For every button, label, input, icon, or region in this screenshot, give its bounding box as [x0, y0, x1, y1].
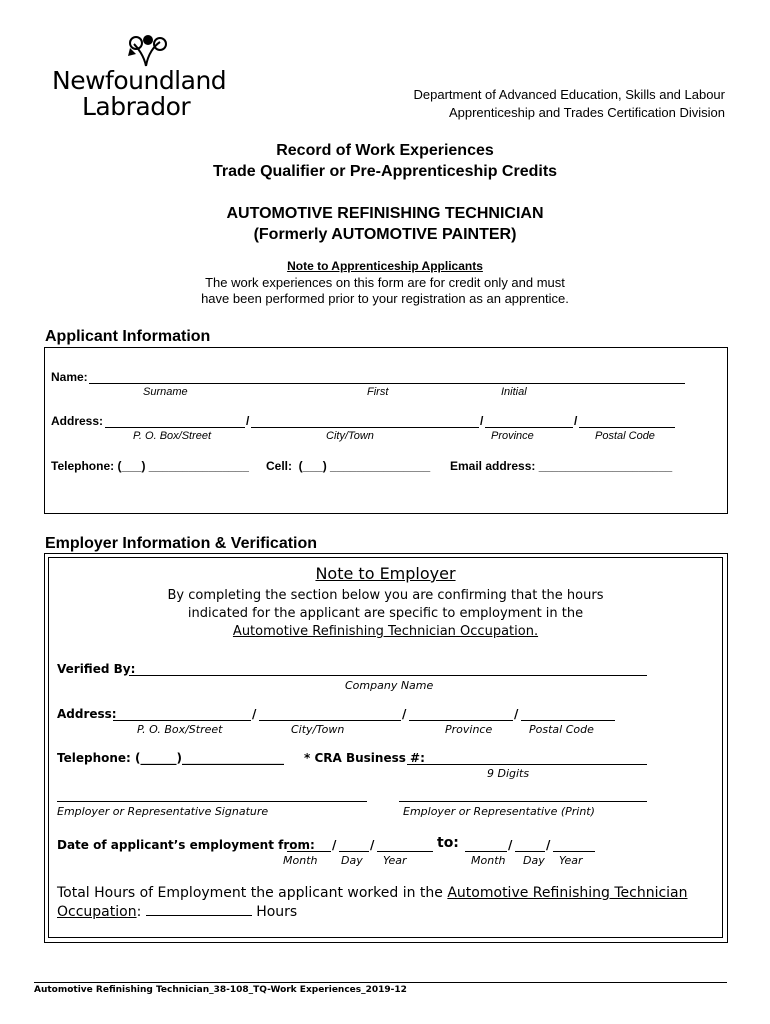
pitcher-plant-icon: [124, 34, 172, 68]
department-block: [414, 86, 725, 122]
from-sep-2: /: [370, 838, 375, 852]
cra-business-label: * CRA Business #:: [304, 751, 425, 765]
telephone-field[interactable]: Telephone: (___) _______________: [51, 459, 249, 473]
province-caption: Province: [491, 430, 534, 442]
employer-address-sep-3: /: [514, 707, 519, 721]
po-box-caption: P. O. Box/Street: [133, 430, 212, 442]
footer-rule: [34, 982, 727, 983]
employer-city-caption: City/Town: [291, 723, 345, 736]
to-month-caption: Month: [471, 854, 506, 867]
cra-business-field[interactable]: [407, 764, 647, 765]
employer-address-label: Address:: [57, 707, 117, 721]
applicant-info-box: [44, 347, 728, 514]
trade-former-name: (Formerly AUTOMOTIVE PAINTER): [253, 226, 517, 243]
to-sep-1: /: [508, 838, 513, 852]
logo-line1: Newfoundland: [52, 66, 227, 95]
total-hours-suffix: Hours: [256, 904, 298, 920]
address-city-field[interactable]: [251, 427, 479, 428]
print-caption: Employer or Representative (Print): [403, 805, 595, 818]
applicant-note-heading: Note to Apprenticeship Applicants: [287, 259, 483, 273]
email-field[interactable]: Email address: ____________________: [450, 459, 673, 473]
first-caption: First: [367, 386, 389, 398]
surname-caption: Surname: [143, 386, 188, 398]
total-hours-field[interactable]: [146, 915, 252, 916]
employer-note-line3: Automotive Refinishing Technician Occupation.: [232, 624, 539, 639]
address-label: Address:: [51, 414, 104, 428]
company-name-field[interactable]: [129, 675, 647, 676]
from-month-caption: Month: [283, 854, 318, 867]
employer-inner-box: [48, 557, 723, 938]
employer-telephone-field[interactable]: Telephone: (______)_________________: [57, 751, 284, 765]
applicant-note-line2: have been performed prior to your registration as an apprentice.: [201, 291, 569, 306]
employer-note-heading: Note to Employer: [315, 564, 456, 583]
applicant-note-line1: The work experiences on this form are for credit only and must: [205, 275, 565, 290]
employer-address-sep-1: /: [252, 707, 257, 721]
footer-document-id: Automotive Refinishing Technician_38-108_TQ-Work Experiences_2019-12: [34, 985, 407, 995]
form-title: Record of Work Experiences: [276, 142, 494, 159]
nl-logo: [52, 34, 232, 126]
cell-field[interactable]: Cell: (___) _______________: [266, 459, 431, 473]
from-day-caption: Day: [341, 854, 363, 867]
from-year-caption: Year: [383, 854, 407, 867]
signature-caption: Employer or Representative Signature: [57, 805, 269, 818]
to-label: to:: [437, 835, 459, 851]
name-label: Name:: [51, 370, 88, 384]
employer-postal-field[interactable]: [521, 720, 615, 721]
applicant-section-title: Applicant Information: [45, 328, 211, 345]
employment-date-label: Date of applicant’s employment from:: [57, 838, 315, 852]
from-month-field[interactable]: [287, 851, 331, 852]
name-field[interactable]: [89, 383, 685, 384]
employer-po-box-caption: P. O. Box/Street: [137, 723, 223, 736]
postal-caption: Postal Code: [595, 430, 655, 442]
employer-province-caption: Province: [445, 723, 493, 736]
to-day-field[interactable]: [515, 851, 545, 852]
employer-postal-caption: Postal Code: [529, 723, 594, 736]
to-day-caption: Day: [523, 854, 545, 867]
total-hours-occupation-word: Occupation: [57, 904, 137, 920]
total-hours-statement: [57, 884, 717, 922]
from-sep-1: /: [332, 838, 337, 852]
to-sep-2: /: [546, 838, 551, 852]
address-postal-field[interactable]: [579, 427, 675, 428]
department-name: Department of Advanced Education, Skills and Labour: [413, 87, 725, 102]
employer-outer-box: [44, 553, 728, 943]
employer-address-sep-2: /: [402, 707, 407, 721]
logo-line2: Labrador: [82, 92, 191, 121]
from-day-field[interactable]: [339, 851, 369, 852]
from-year-field[interactable]: [377, 851, 433, 852]
employer-note-line2: indicated for the applicant are specific to employment in the: [187, 606, 584, 621]
nine-digits-caption: 9 Digits: [487, 767, 530, 780]
to-year-caption: Year: [559, 854, 583, 867]
to-year-field[interactable]: [553, 851, 595, 852]
address-separator-1: /: [246, 414, 250, 428]
total-hours-colon: :: [136, 904, 142, 920]
address-separator-2: /: [480, 414, 484, 428]
address-province-field[interactable]: [485, 427, 573, 428]
total-hours-prefix: Total Hours of Employment the applicant worked in the: [57, 885, 443, 901]
employer-city-field[interactable]: [259, 720, 401, 721]
total-hours-occupation: Automotive Refinishing Technician: [447, 885, 688, 901]
employer-note-line1: By completing the section below you are confirming that the hours: [167, 588, 604, 603]
employer-street-field[interactable]: [113, 720, 251, 721]
city-caption: City/Town: [326, 430, 374, 442]
to-month-field[interactable]: [465, 851, 507, 852]
verified-by-label: Verified By:: [57, 662, 136, 676]
representative-print-field[interactable]: [399, 801, 647, 802]
address-street-field[interactable]: [105, 427, 245, 428]
employer-section-title: Employer Information & Verification: [45, 535, 318, 552]
signature-field[interactable]: [57, 801, 367, 802]
company-name-caption: Company Name: [345, 679, 434, 692]
form-subtitle: Trade Qualifier or Pre-Apprenticeship Credits: [212, 163, 558, 180]
address-separator-3: /: [574, 414, 578, 428]
trade-name: AUTOMOTIVE REFINISHING TECHNICIAN: [226, 205, 544, 222]
employer-province-field[interactable]: [409, 720, 513, 721]
initial-caption: Initial: [501, 386, 527, 398]
division-name: Apprenticeship and Trades Certification Division: [448, 105, 725, 120]
